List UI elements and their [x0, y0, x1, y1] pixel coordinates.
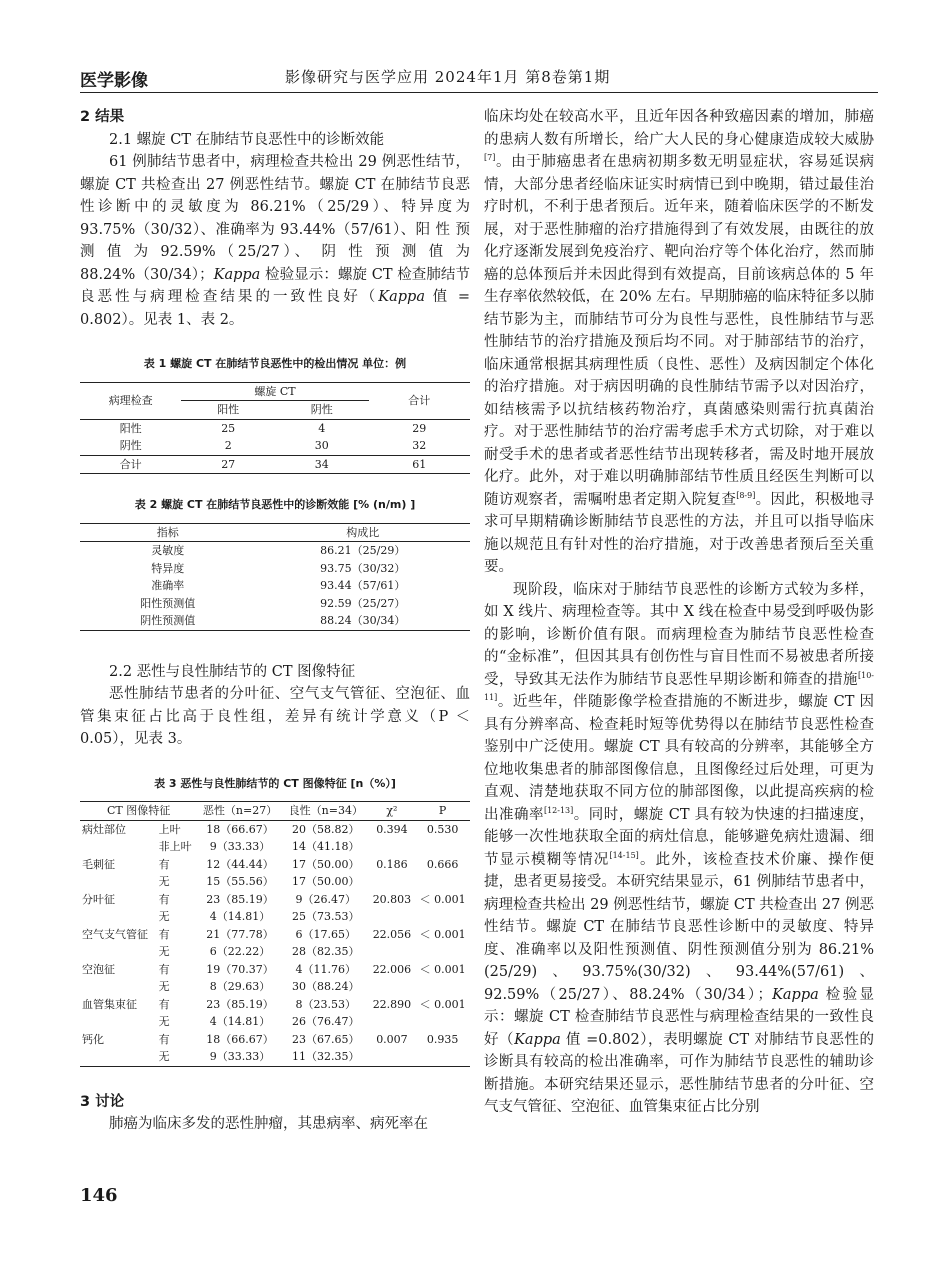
table-3-caption: 表 3 恶性与良性肺结节的 CT 图像特征 [n（%）]: [154, 776, 396, 790]
table-3-header-benign: 良性（n=34）: [283, 802, 369, 821]
subsection-2-1-heading: 2.1 螺旋 CT 在肺结节良恶性中的诊断效能: [109, 131, 385, 148]
table-row: 阴性预测值 88.24（30/34）: [80, 612, 470, 630]
table-2-header-ratio: 构成比: [256, 523, 471, 542]
section-3-heading: 3 讨论: [80, 1093, 125, 1110]
citation: [7]: [484, 153, 496, 163]
table-row: 无 8（29.63） 30（88.24）: [158, 980, 360, 993]
table-row: 无 15（55.56） 17（50.00）: [158, 875, 360, 888]
table-3-header-chi: χ²: [369, 802, 416, 821]
table-1-header-total: 合计: [369, 382, 470, 419]
citation: [12-13]: [543, 805, 574, 815]
table-1-header-pathology: 病理检查: [80, 382, 181, 419]
table-row: 血管集束征 有 23（85.19） 8（23.53） 22.890 ＜ 0.001: [82, 997, 466, 1011]
table-2: [80, 494, 470, 631]
table-row: 阳性预测值 92.59（25/27）: [140, 596, 406, 610]
citation: [8-9]: [736, 490, 756, 500]
table-3-header-malignant: 恶性（n=27）: [197, 802, 283, 821]
table-row: 准确率 93.44（57/61）: [151, 579, 406, 592]
discussion-paragraph-1: 临床均处在较高水平，且近年因各种致癌因素的增加，肺癌的患病人数有所增长，给广大人民的身心健康造成较大威胁[7]。由于肺癌患者在患病初期多数无明显症状，容易延误病情，大部分患者经临床证实时病情已到中晚期，错过最佳治疗时机，不利于患者预后。近年来，随着临床医学的不断发展，对于恶性肺瘤的治疗措施得到了有效发展，由既往的放化疗逐渐发展到免疫治疗、靶向治疗等个体化治疗，然而肺癌的总体预后并未因此得到有效提高，目前该病总体的 5 年生存率依然较低，在 20% 左右。早期肺癌的临床特征多以肺结节影为主，而肺结节可分为良性与恶性，良性肺结节与恶性肺结节的治疗措施及预后均不同。对于肺部结节的治疗，临床通常根据其病理性质（良性、恶性）及病因制定个体化的治疗措施。对于病因明确的良性肺结节需予以对因治疗，如结核需予以抗结核药物治疗，真菌感染则需行抗真菌治疗。对于恶性肺结节的治疗需考虑手术方式切除，对于难以耐受手术的患者或者恶性结节出现转移者，需及时地开展放化疗。此外，对于难以明确肺部结节性质且经医生判断可以随访观察者，需嘱咐患者定期入院复查[8-9]。因此，积极地寻求可早期精确诊断肺结节良恶性的方法，并且可以指导临床施以规范且有针对性的治疗措施，对于改善患者预后至关重要。: [484, 109, 875, 575]
table-row: 合计 27 34 61: [80, 455, 470, 474]
table-1: [80, 353, 470, 474]
header-rule: [80, 92, 878, 93]
journal-section-label: 医学影像: [80, 71, 148, 91]
table-row: 灵敏度 86.21（25/29）: [151, 544, 406, 557]
table-1-header-ct: 螺旋 CT: [181, 382, 368, 401]
table-3: [80, 773, 470, 1067]
table-2-caption: 表 2 螺旋 CT 在肺结节良恶性中的诊断效能 [% (n/m) ]: [134, 498, 416, 511]
table-row: 无 6（22.22） 28（82.35）: [158, 945, 360, 958]
table-row: 非上叶 9（33.33） 14（41.18）: [158, 840, 360, 853]
results-paragraph-2: 恶性肺结节患者的分叶征、空气支气管征、空泡征、血管集束征占比高于良性组，差异有统计学意义（P ＜ 0.05），见表 3。: [80, 686, 470, 747]
discussion-paragraph-2: 现阶段，临床对于肺结节良恶性的诊断方式较为多样，如 X 线片、病理检查等。其中 X 线在检查中易受到呼吸伪影的影响，诊断价值有限。而病理检查为肺结节良恶性检查的“金标准”，但因其具有创伤性与盲目性而不易被患者所接受，导致其无法作为肺结节良恶性早期诊断和筛查的措施[10-11]。近些年，伴随影像学检查措施的不断进步，螺旋 CT 因具有分辨率高、检查耗时短等优势得以在肺结节良恶性检查鉴别中广泛使用。螺旋 CT 具有较高的分辨率，其能够全方位地收集患者的肺部图像信息，且图像经过后处理，可更为直观、清楚地获取不同方位的肺部图像，以此提高疾病的检出准确率[12-13]。同时，螺旋 CT 具有较为快速的扫描速度，能够一次性地获取全面的病灶信息，能够避免病灶遗漏、细节显示模糊等情况[14-15]。此外，该检查技术价廉、操作便捷，患者更易接受。本研究结果显示，61 例肺结节患者中，病理检查共检出 29 例恶性结节，螺旋 CT 共检查出 27 例恶性结节。螺旋 CT 在肺结节良恶性诊断中的灵敏度、特异度、准确率以及阳性预测值、阴性预测值分别为 86.21%(25/29)、93.75%(30/32)、93.44%(57/61)、92.59%（25/27）、88.24%（30/34）；Kappa 检验显示：螺旋 CT 检查肺结节良恶性与病理检查结果的一致性良好（Kappa 值 =0.802），表明螺旋 CT 对肺结节良恶性的诊断具有较高的检出准确率，可作为肺结节良恶性的辅助诊断措施。本研究结果还显示，恶性肺结节患者的分叶征、空气支气管征、空泡征、血管集束征占比分别: [484, 581, 875, 1115]
citation: [10-11]: [484, 670, 874, 703]
table-1-header-positive: 阳性: [181, 401, 275, 420]
journal-info: 影像研究与医学应用 2024年1月 第8卷第1期: [285, 68, 611, 86]
table-row: 无 4（14.81） 26（76.47）: [158, 1015, 360, 1028]
table-row: 毛刺征 有 12（44.44） 17（50.00） 0.186 0.666: [82, 857, 459, 871]
table-row: 空气支气管征 有 21（77.78） 6（17.65） 22.056 ＜ 0.001: [82, 927, 466, 941]
table-3-header-p: P: [415, 802, 470, 821]
table-row: 特异度 93.75（30/32）: [151, 561, 406, 575]
section-2-heading: 2 结果: [80, 109, 125, 125]
right-column: [484, 106, 874, 1119]
table-1-caption: 表 1 螺旋 CT 在肺结节良恶性中的检出情况 单位：例: [143, 357, 407, 370]
table-row: 阴性 2 30 32: [119, 439, 427, 452]
table-1-header-negative: 阴性: [275, 401, 369, 420]
left-column: [80, 106, 470, 1136]
citation: [14-15]: [609, 850, 639, 860]
discussion-paragraph-start: 肺癌为临床多发的恶性肿瘤，其患病率、病死率在: [109, 1116, 428, 1132]
table-row: 空泡征 有 19（70.37） 4（11.76） 22.006 ＜ 0.001: [82, 962, 466, 976]
subsection-2-2-heading: 2.2 恶性与良性肺结节的 CT 图像特征: [109, 663, 356, 680]
table-row: 钙化 有 18（66.67） 23（67.65） 0.007 0.935: [82, 1032, 459, 1046]
table-row: 病灶部位 上叶 18（66.67） 20（58.82） 0.394 0.530: [82, 822, 459, 836]
table-row: 无 9（33.33） 11（32.35）: [80, 1048, 470, 1066]
table-row: 阳性 25 4 29: [119, 421, 427, 435]
table-2-header-index: 指标: [80, 523, 256, 542]
table-row: 无 4（14.81） 25（73.53）: [158, 910, 360, 923]
page-number: 146: [80, 1185, 118, 1206]
results-paragraph-1: 61 例肺结节患者中，病理检查共检出 29 例恶性结节，螺旋 CT 共检查出 27 例恶性结节。螺旋 CT 在肺结节良恶性诊断中的灵敏度为 86.21%（25/29）、特异度为 93.75%（30/32）、准确率为 93.44%（57/61）、阳 性 预 测 值 为 92.59%（25/27）、 阴 性 预 测 值 为 88.24%（30/34）；Kappa 检验显示：螺旋 CT 检查肺结节良恶性与病理检查结果的一致性良好（Kappa 值 = 0.802）。见表 1、表 2。: [80, 154, 471, 328]
table-3-header-feature: CT 图像特征: [80, 802, 197, 821]
table-row: 分叶征 有 23（85.19） 9（26.47） 20.803 ＜ 0.001: [82, 892, 466, 906]
